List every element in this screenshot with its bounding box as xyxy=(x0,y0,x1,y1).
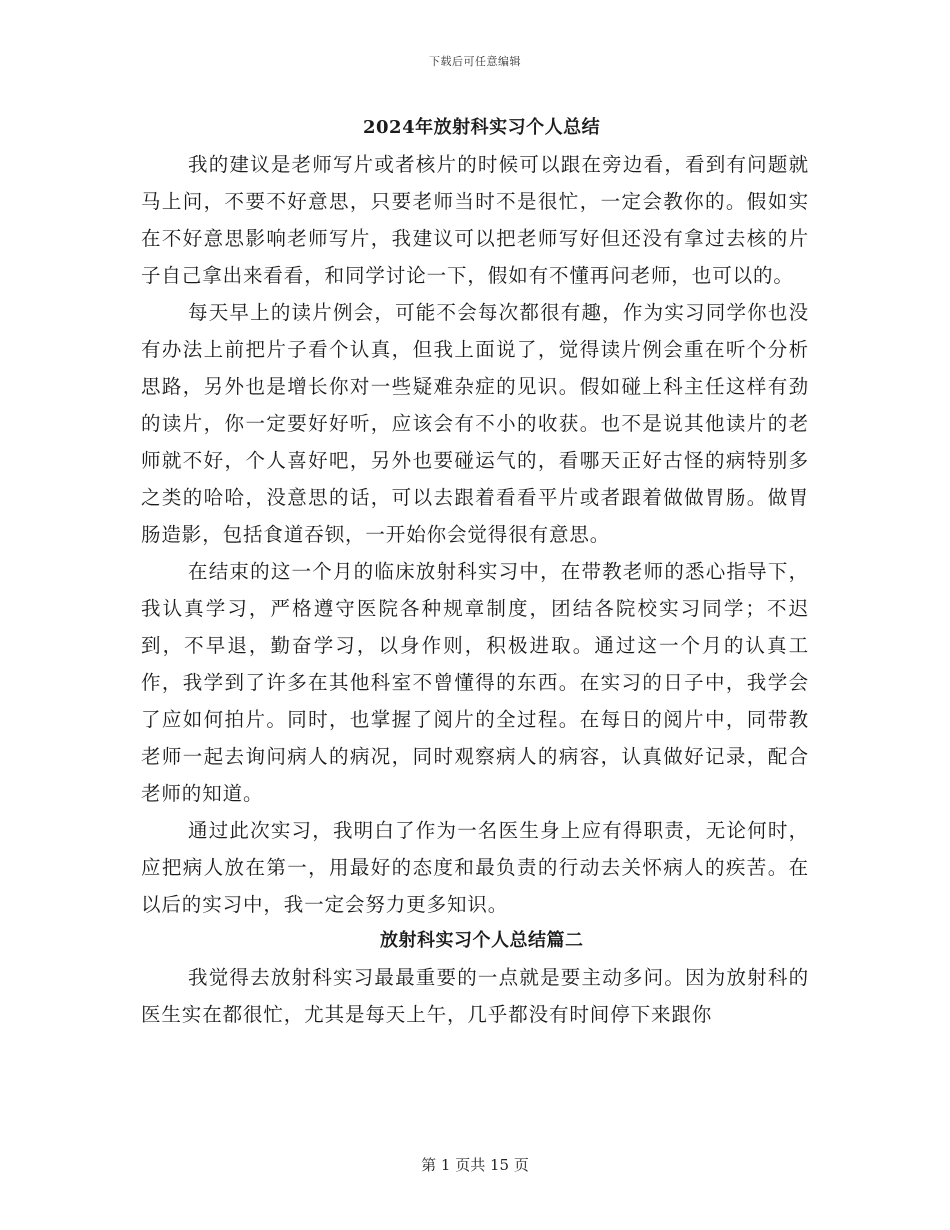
page-header: 下载后可任意编辑 xyxy=(429,55,521,68)
page-footer: 第 1 页共 15 页 xyxy=(421,1156,529,1174)
paragraph-1: 我的建议是老师写片或者核片的时候可以跟在旁边看，看到有问题就马上问，不要不好意思，只要老师当时不是很忙，一定会教你的。假如实在不好意思影响老师写片，我建议可以把老师写好但还没有拿过去核的片子自己拿出来看看，和同学讨论一下，假如有不懂再问老师，也可以的。 xyxy=(141,153,809,287)
document-body xyxy=(141,110,809,1033)
paragraph-5: 我觉得去放射科实习最最重要的一点就是要主动多问。因为放射科的医生实在都很忙，尤其是每天上午，几乎都没有时间停下来跟你 xyxy=(141,966,809,1026)
paragraph-2: 每天早上的读片例会，可能不会每次都很有趣，作为实习同学你也没有办法上前把片子看个认真，但我上面说了，觉得读片例会重在听个分析思路，另外也是增长你对一些疑难杂症的见识。假如碰上科主任这样有劲的读片，你一定要好好听，应该会有不小的收获。也不是说其他读片的老师就不好，个人喜好吧，另外也要碰运气的，看哪天正好古怪的病特别多之类的哈哈，没意思的话，可以去跟着看看平片或者跟着做做胃肠。做胃肠造影，包括食道吞钡，一开始你会觉得很有意思。 xyxy=(141,301,809,546)
paragraph-3: 在结束的这一个月的临床放射科实习中，在带教老师的悉心指导下，我认真学习，严格遵守医院各种规章制度，团结各院校实习同学；不迟到，不早退，勤奋学习，以身作则，积极进取。通过这一个月的认真工作，我学到了许多在其他科室不曾懂得的东西。在实习的日子中，我学会了应如何拍片。同时，也掌握了阅片的全过程。在每日的阅片中，同带教老师一起去询问病人的病况，同时观察病人的病容，认真做好记录，配合老师的知道。 xyxy=(141,560,809,805)
paragraph-4: 通过此次实习，我明白了作为一名医生身上应有得职责，无论何时，应把病人放在第一，用最好的态度和最负责的行动去关怀病人的疾苦。在以后的实习中，我一定会努力更多知识。 xyxy=(141,819,809,916)
document-title: 2024年放射科实习个人总结 xyxy=(363,117,601,138)
section-title: 放射科实习个人总结篇二 xyxy=(380,930,584,951)
